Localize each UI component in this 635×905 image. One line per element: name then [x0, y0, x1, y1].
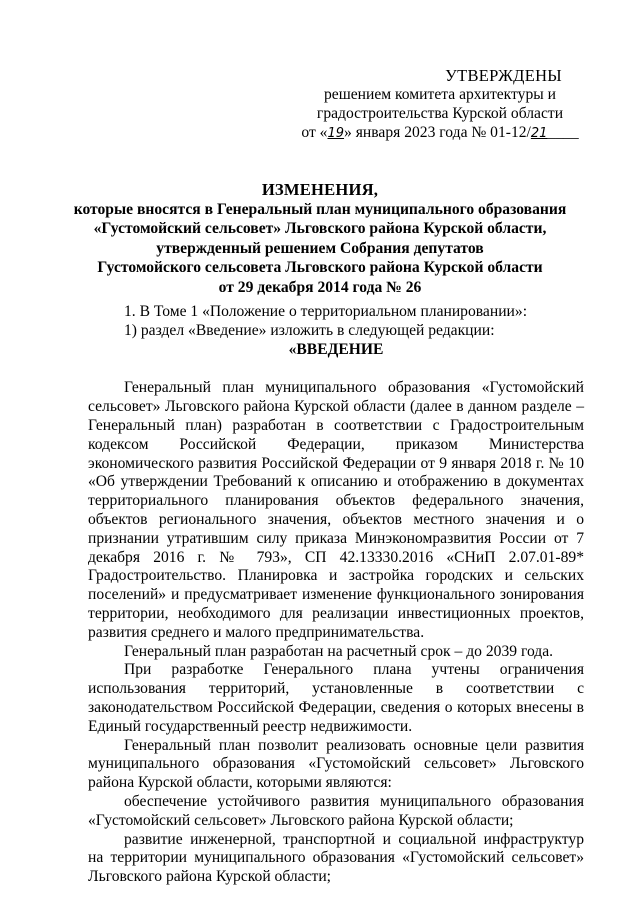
approval-line-1: решением комитета архитектуры и	[324, 86, 556, 103]
approval-number: 21	[530, 126, 548, 141]
approval-stamp	[290, 66, 590, 143]
paragraph: При разработке Генерального плана учтены ограничения использования территорий, установленные в соответствии с законодательством Российской Федерации, сведения о которых внесены в Единый государственный реестр недвижимости.	[88, 661, 584, 735]
title-line-6: от 29 декабря 2014 года № 26	[218, 278, 422, 296]
title-heading: ИЗМЕНЕНИЯ,	[261, 180, 379, 199]
approval-number-tail: ____	[547, 124, 579, 141]
approval-day: 19	[327, 126, 345, 141]
paragraph: Генеральный план позволит реализовать основные цели развития муниципального образования «Густомойский сельсовет» Льговского района Курской области, которыми являются:	[88, 736, 584, 792]
title-line-5: Густомойского сельсовета Льговского района Курской области	[97, 259, 543, 276]
approval-title: УТВЕРЖДЕНЫ	[445, 66, 562, 85]
approval-line-2: градостроительства Курской области	[316, 105, 564, 122]
approval-date-middle: » января 2023 года № 01-12/	[344, 124, 531, 141]
document-body	[88, 303, 584, 887]
item-1-1: 1) раздел «Введение» изложить в следующей редакции:	[124, 321, 495, 339]
title-line-3: «Густомойский сельсовет» Льговского района Курской области,	[93, 220, 547, 237]
paragraph: Генеральный план муниципального образования «Густомойский сельсовет» Льговского района Курской области (далее в данном разделе – Генеральный план) разработан в соответствии с Градостроительным кодексом Российской Федерации, приказом Министерства экономического развития Российской Федерации от 9 января 2018 г. № 10 «Об утверждении Требований к описанию и отображению в документах территориального планирования объектов федерального значения, объектов регионального значения, объектов местного значения и о признании утратившим силу приказа Минэкономразвития России от 7 декабря 2016 г. № 793», СП 42.13330.2016 «СНиП 2.07.01-89* Градостроительство. Планировка и застройка городских и сельских поселений» и предусматривает изменение функционального зонирования территории, необходимого для реализации инвестиционных проектов, развития среднего и малого предпринимательства.	[88, 379, 584, 641]
paragraph: обеспечение устойчивого развития муниципального образования «Густомойский сельсовет» Льговского района Курской области;	[88, 792, 584, 829]
item-1: 1. В Томе 1 «Положение о территориальном планировании»:	[124, 303, 528, 320]
approval-date-line	[290, 123, 590, 143]
section-heading: «ВВЕДЕНИЕ	[288, 340, 384, 358]
paragraph: развитие инженерной, транспортной и социальной инфраструктур на территории муниципального образования «Густомойский сельсовет» Льговского района Курской области;	[88, 830, 584, 886]
title-line-4: утвержденный решением Собрания депутатов	[156, 239, 484, 257]
title-line-2: которые вносятся в Генеральный план муниципального образования	[73, 200, 567, 218]
document-title	[60, 180, 580, 297]
paragraph: Генеральный план разработан на расчетный срок – до 2039 года.	[124, 642, 554, 660]
approval-date-prefix: от «	[301, 124, 328, 141]
